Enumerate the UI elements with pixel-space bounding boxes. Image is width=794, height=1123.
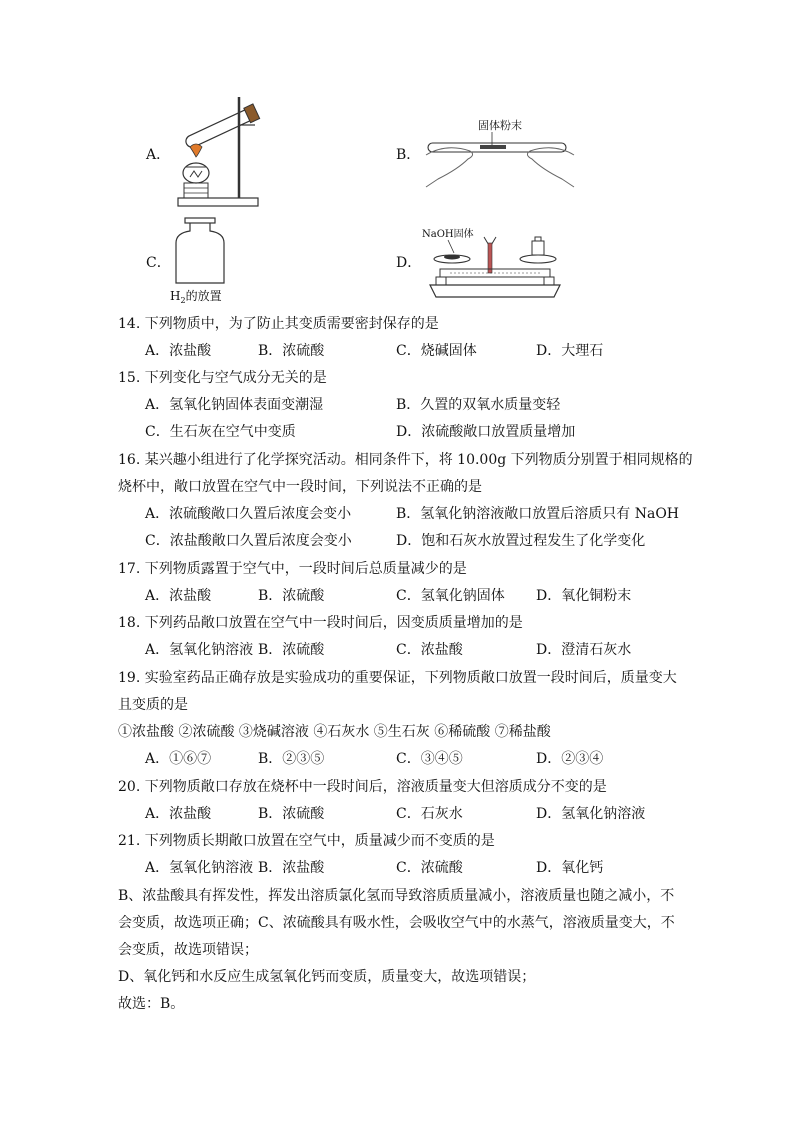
h2-placement-label: 的放置 <box>185 289 222 303</box>
h2-label: H <box>170 289 181 303</box>
q18-option-a[interactable]: A．氢氧化钠溶液 <box>145 642 254 658</box>
q21-option-b[interactable]: B．浓盐酸 <box>258 860 325 876</box>
option-a-label: A． <box>146 147 171 163</box>
question-20-stem: 20. 下列物质敞口存放在烧杯中一段时间后，溶液质量变大但溶质成分不变的是 <box>118 779 607 795</box>
q21-option-a[interactable]: A．氢氧化钠溶液 <box>145 860 254 876</box>
q15-option-b[interactable]: B．久置的双氧水质量变轻 <box>396 397 561 413</box>
q18-option-b[interactable]: B．浓硫酸 <box>258 642 325 658</box>
q20-option-c[interactable]: C．石灰水 <box>396 806 463 822</box>
h2-subscript: 2 <box>180 296 186 305</box>
q19-option-c[interactable]: C．③④⑤ <box>396 751 463 767</box>
question-18-stem: 18. 下列药品敞口放置在空气中一段时间后，因变质质量增加的是 <box>118 615 523 631</box>
q14-option-d[interactable]: D．大理石 <box>536 343 604 359</box>
q16-option-c[interactable]: C．浓盐酸敞口久置后浓度会变小 <box>145 533 352 549</box>
q21-option-d[interactable]: D．氧化钙 <box>536 860 604 876</box>
q15-option-c[interactable]: C．生石灰在空气中变质 <box>145 424 296 440</box>
question-16-stem: 16. 某兴趣小组进行了化学探究活动。相同条件下，将 10.00g 下列物质分别置于相同规格的 <box>118 452 693 468</box>
question-19-stem-cont: 且变质的是 <box>118 697 188 713</box>
svg-text:H2的放置 <box>170 289 222 305</box>
q14-option-c[interactable]: C．烧碱固体 <box>396 343 477 359</box>
question-16-stem-cont: 烧杯中，敞口放置在空气中一段时间，下列说法不正确的是 <box>118 479 482 495</box>
q18-option-c[interactable]: C．浓盐酸 <box>396 642 463 658</box>
analysis-line-4: D、氧化钙和水反应生成氢氧化钙而变质，质量变大，故选项错误； <box>118 969 536 985</box>
q20-option-b[interactable]: B．浓硫酸 <box>258 806 325 822</box>
gas-bottle-figure <box>168 216 238 308</box>
q17-option-c[interactable]: C．氢氧化钠固体 <box>396 588 505 604</box>
q19-option-b[interactable]: B．②③⑤ <box>258 751 325 767</box>
q20-option-a[interactable]: A．浓盐酸 <box>145 806 212 822</box>
q15-option-a[interactable]: A．氢氧化钠固体表面变潮湿 <box>145 397 324 413</box>
q14-option-a[interactable]: A．浓盐酸 <box>145 343 212 359</box>
q16-option-b[interactable]: B．氢氧化钠溶液敞口放置后溶质只有 NaOH <box>396 506 680 522</box>
q16-option-d[interactable]: D．饱和石灰水放置过程发生了化学变化 <box>396 533 646 549</box>
q21-option-c[interactable]: C．浓硫酸 <box>396 860 463 876</box>
naoh-solid-label: NaOH固体 <box>422 229 474 240</box>
q17-option-b[interactable]: B．浓硫酸 <box>258 588 325 604</box>
option-b-label: B． <box>396 147 421 163</box>
question-14-stem: 14. 下列物质中，为了防止其变质需要密封保存的是 <box>118 316 439 332</box>
solid-powder-label: 固体粉末 <box>478 119 522 132</box>
q15-option-d[interactable]: D．浓硫酸敞口放置质量增加 <box>396 424 576 440</box>
question-17-stem: 17. 下列物质露置于空气中，一段时间后总质量减少的是 <box>118 561 467 577</box>
balance-figure <box>420 225 570 303</box>
q20-option-d[interactable]: D．氢氧化钠溶液 <box>536 806 646 822</box>
analysis-line-1: B、浓盐酸具有挥发性，挥发出溶质氯化氢而导致溶质质量减小，溶液质量也随之减小，不 <box>118 888 675 904</box>
question-19-stem: 19. 实验室药品正确存放是实验成功的重要保证，下列物质敞口放置一段时间后，质量变大 <box>118 670 677 686</box>
analysis-line-3: 会变质，故选项错误； <box>118 942 258 958</box>
q17-option-d[interactable]: D．氧化铜粉末 <box>536 588 632 604</box>
q19-option-d[interactable]: D．②③④ <box>536 751 604 767</box>
q16-option-a[interactable]: A．浓硫酸敞口久置后浓度会变小 <box>145 506 352 522</box>
option-d-label: D． <box>396 255 422 271</box>
question-15-stem: 15. 下列变化与空气成分无关的是 <box>118 370 327 386</box>
analysis-answer: 故选：B。 <box>118 996 185 1012</box>
analysis-line-2: 会变质，故选项正确；C、浓硫酸具有吸水性，会吸收空气中的水蒸气，溶液质量变大，不 <box>118 915 675 931</box>
q19-option-a[interactable]: A．①⑥⑦ <box>145 751 212 767</box>
question-21-stem: 21. 下列物质长期敞口放置在空气中，质量减少而不变质的是 <box>118 833 495 849</box>
q17-option-a[interactable]: A．浓盐酸 <box>145 588 212 604</box>
question-19-item-list: ①浓盐酸 ②浓硫酸 ③烧碱溶液 ④石灰水 ⑤生石灰 ⑥稀硫酸 ⑦稀盐酸 <box>118 724 551 740</box>
option-c-label: C． <box>146 255 171 271</box>
q18-option-d[interactable]: D．澄清石灰水 <box>536 642 632 658</box>
q14-option-b[interactable]: B．浓硫酸 <box>258 343 325 359</box>
heating-apparatus-figure <box>170 95 270 210</box>
powder-tube-figure <box>420 115 580 195</box>
